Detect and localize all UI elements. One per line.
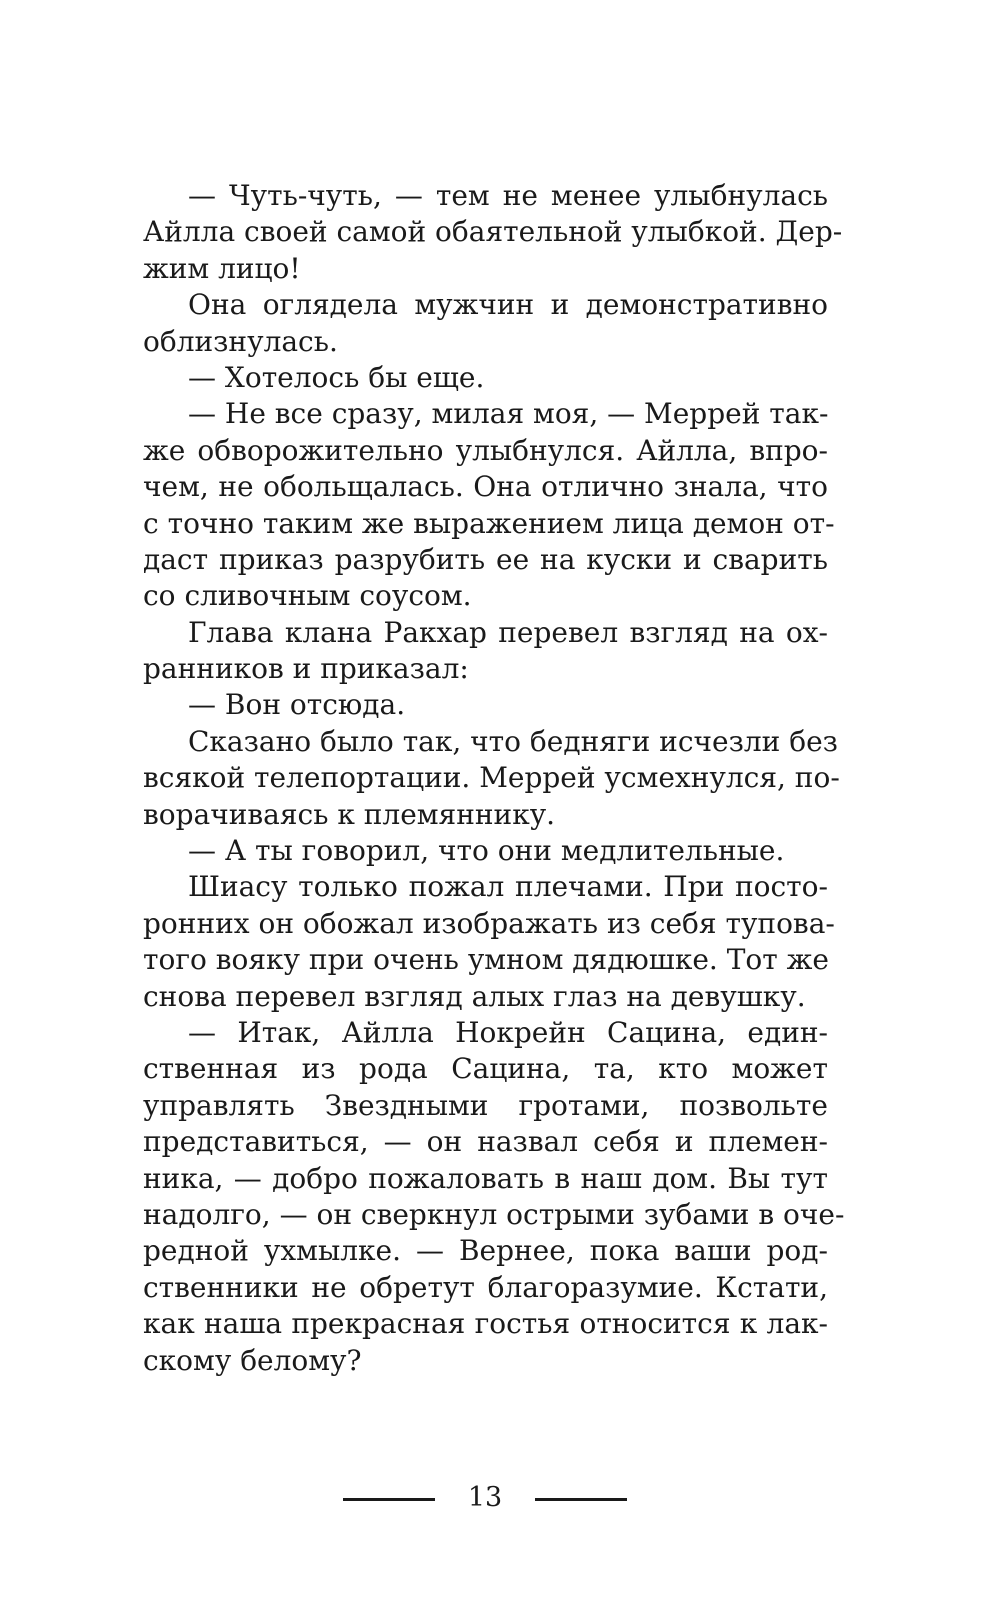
text-line: ранников и приказал: bbox=[143, 652, 469, 686]
text-line: представиться, — он назвал себя и племен- bbox=[143, 1125, 828, 1159]
text-line: Шиасу только пожал плечами. При посто- bbox=[188, 870, 828, 904]
text-line: снова перевел взгляд алых глаз на девушку. bbox=[143, 979, 806, 1013]
text-line: — Чуть-чуть, — тем не менее улыбнулась bbox=[188, 179, 828, 212]
text-line: — А ты говорил, что они медлительные. bbox=[188, 834, 785, 868]
text-line: чем, не обольщалась. Она отлично знала, что bbox=[143, 470, 828, 504]
text-line: управлять Звездными гротами, позвольте bbox=[143, 1088, 828, 1122]
page-text bbox=[143, 178, 845, 1379]
text-line: — Итак, Айлла Нокрейн Сацина, един- bbox=[188, 1015, 828, 1049]
text-line: даст приказ разрубить ее на куски и сварить bbox=[143, 542, 828, 576]
text-line: Она оглядела мужчин и демонстративно bbox=[188, 288, 828, 322]
text-line: Глава клана Ракхар перевел взгляд на ох- bbox=[188, 615, 828, 649]
text-line: с точно таким же выражением лица демон от- bbox=[143, 506, 835, 540]
page-footer bbox=[0, 1478, 1000, 1518]
text-line: — Хотелось бы еще. bbox=[188, 360, 485, 394]
text-line: ственная из рода Сацина, та, кто может bbox=[143, 1052, 828, 1086]
text-line: облизнулась. bbox=[143, 324, 338, 358]
text-line: со сливочным соусом. bbox=[143, 579, 472, 613]
footer-rule-left bbox=[343, 1498, 435, 1501]
text-line: надолго, — он сверкнул острыми зубами в оче- bbox=[143, 1197, 845, 1231]
text-line: как наша прекрасная гостья относится к лак- bbox=[143, 1307, 828, 1341]
text-line: — Вон отсюда. bbox=[188, 688, 406, 722]
text-line: жим лицо! bbox=[143, 251, 301, 285]
text-line: же обворожительно улыбнулся. Айлла, впро- bbox=[143, 433, 828, 467]
footer-rule-right bbox=[535, 1498, 627, 1501]
text-line: ственники не обретут благоразумие. Кстати, bbox=[143, 1270, 828, 1304]
text-line: всякой телепортации. Меррей усмехнулся, по- bbox=[143, 761, 840, 795]
page-number: 13 bbox=[467, 1482, 503, 1513]
text-line: Сказано было так, что бедняги исчезли без bbox=[188, 724, 838, 758]
text-line: ворачиваясь к племяннику. bbox=[143, 797, 556, 831]
text-line: ника, — добро пожаловать в наш дом. Вы тут bbox=[143, 1161, 828, 1195]
text-line: — Не все сразу, милая моя, — Меррей так- bbox=[188, 397, 829, 431]
text-line: скому белому? bbox=[143, 1343, 362, 1377]
text-line: Айлла своей самой обаятельной улыбкой. Дер- bbox=[143, 215, 843, 249]
text-line: ронних он обожал изображать из себя тупова- bbox=[143, 906, 835, 940]
text-line: редной ухмылке. — Вернее, пока ваши род- bbox=[143, 1234, 828, 1268]
text-line: того вояку при очень умном дядюшке. Тот же bbox=[143, 943, 829, 977]
